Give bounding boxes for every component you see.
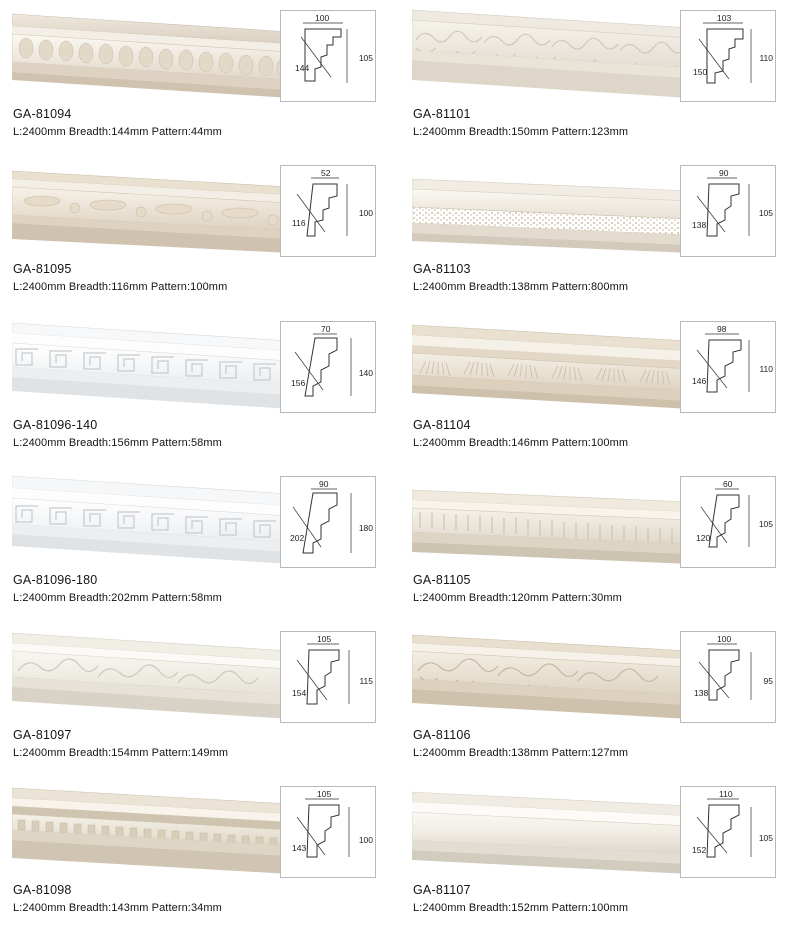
moulding-image (412, 6, 690, 98)
product-code: GA-81105 (413, 572, 471, 587)
product-visual (412, 782, 788, 878)
product-specs: L:2400mm Breadth:150mm Pattern:123mm (413, 126, 629, 138)
product-visual (12, 161, 388, 257)
dim-right: 115 (359, 676, 373, 687)
profile-diagram (280, 631, 376, 723)
product-specs: L:2400mm Breadth:116mm Pattern:100mm (13, 281, 228, 294)
profile-diagram (680, 321, 776, 413)
product-code: GA-81107 (413, 883, 471, 898)
profile-diagram (280, 10, 376, 102)
product-specs: L:2400mm Breadth:154mm Pattern:149mm (13, 747, 229, 760)
dim-top: 105 (317, 634, 332, 645)
moulding-drawing (412, 317, 690, 409)
dim-right: 105 (758, 833, 773, 844)
moulding-drawing (12, 472, 290, 564)
product-card[interactable] (0, 0, 400, 155)
moulding-image (412, 317, 690, 409)
product-code: GA-81097 (13, 728, 72, 743)
dim-right: 105 (758, 208, 773, 219)
moulding-drawing (12, 161, 290, 253)
dim-right: 180 (358, 522, 373, 533)
product-visual (12, 6, 388, 102)
product-card[interactable] (400, 155, 800, 310)
product-specs: L:2400mm Breadth:138mm Pattern:800mm (413, 281, 629, 294)
product-specs: L:2400mm Breadth:202mm Pattern:58mm (13, 591, 222, 604)
dim-right: 100 (358, 835, 373, 846)
profile-diagram (280, 476, 376, 568)
profile-diagram (680, 631, 776, 723)
profile-diagram (680, 10, 776, 102)
product-card[interactable] (400, 776, 800, 931)
moulding-image (12, 317, 290, 409)
dim-right: 140 (358, 367, 373, 378)
product-card[interactable] (400, 0, 800, 155)
product-card[interactable] (400, 311, 800, 466)
dim-top: 103 (717, 13, 732, 23)
product-visual (12, 627, 388, 723)
product-card[interactable] (400, 621, 800, 776)
product-visual (412, 472, 788, 568)
moulding-drawing (12, 317, 290, 409)
product-visual (12, 782, 388, 878)
dim-left: 116 (292, 218, 306, 229)
moulding-image (12, 161, 290, 253)
product-code: GA-81106 (413, 728, 471, 743)
product-code: GA-81095 (13, 262, 72, 277)
dim-top: 60 (723, 478, 733, 489)
dim-left: 144 (295, 63, 310, 73)
product-visual (412, 317, 788, 413)
dim-left: 156 (291, 377, 306, 388)
moulding-drawing (12, 782, 290, 874)
product-visual (12, 472, 388, 568)
product-code: GA-81096-180 (13, 572, 98, 587)
dim-left: 154 (292, 688, 307, 699)
dim-top: 100 (315, 13, 330, 23)
profile-diagram (680, 165, 776, 257)
product-code: GA-81094 (13, 107, 72, 121)
product-specs: L:2400mm Breadth:144mm Pattern:44mm (13, 126, 222, 138)
moulding-image (12, 782, 290, 874)
profile-diagram (680, 476, 776, 568)
product-code: GA-81098 (13, 883, 72, 898)
moulding-image (412, 472, 690, 564)
product-code: GA-81104 (413, 417, 471, 432)
product-code: GA-81103 (413, 262, 471, 277)
dim-top: 52 (321, 168, 331, 179)
product-visual (412, 627, 788, 723)
dim-left: 138 (694, 688, 709, 699)
dim-right: 110 (759, 363, 773, 374)
profile-diagram (280, 165, 376, 257)
dim-left: 146 (692, 375, 707, 386)
moulding-drawing (12, 6, 290, 98)
product-specs: L:2400mm Breadth:146mm Pattern:100mm (413, 436, 629, 449)
moulding-drawing (412, 782, 690, 874)
product-visual (412, 161, 788, 257)
moulding-image (12, 6, 290, 98)
product-specs: L:2400mm Breadth:138mm Pattern:127mm (413, 747, 629, 760)
product-card[interactable] (0, 776, 400, 931)
product-specs: L:2400mm Breadth:152mm Pattern:100mm (413, 902, 629, 915)
product-specs: L:2400mm Breadth:120mm Pattern:30mm (413, 591, 622, 604)
dim-right: 95 (763, 676, 773, 687)
product-card[interactable] (0, 311, 400, 466)
moulding-image (412, 627, 690, 719)
moulding-image (412, 782, 690, 874)
profile-diagram (280, 786, 376, 878)
moulding-image (12, 627, 290, 719)
dim-left: 150 (693, 67, 708, 77)
moulding-drawing (12, 627, 290, 719)
product-visual (412, 6, 788, 102)
moulding-drawing (412, 161, 690, 253)
product-visual (12, 317, 388, 413)
dim-left: 120 (696, 532, 711, 543)
profile-diagram (680, 786, 776, 878)
dim-right: 105 (358, 53, 373, 63)
product-card[interactable] (0, 466, 400, 621)
dim-top: 100 (717, 634, 732, 645)
product-code: GA-81101 (413, 107, 471, 121)
product-code: GA-81096-140 (13, 417, 98, 432)
product-specs: L:2400mm Breadth:156mm Pattern:58mm (13, 436, 222, 449)
dim-right: 105 (758, 518, 773, 529)
dim-top: 98 (717, 323, 727, 334)
product-card[interactable] (400, 466, 800, 621)
dim-top: 90 (319, 478, 329, 489)
dim-top: 105 (317, 789, 332, 800)
moulding-image (12, 472, 290, 564)
dim-right: 100 (358, 208, 373, 219)
product-specs: L:2400mm Breadth:143mm Pattern:34mm (13, 902, 222, 915)
dim-right: 110 (759, 53, 773, 63)
dim-left: 152 (692, 845, 707, 856)
dim-left: 202 (290, 532, 305, 543)
dim-left: 143 (292, 843, 307, 854)
dim-top: 110 (719, 789, 733, 800)
dim-top: 90 (719, 168, 729, 179)
moulding-drawing (412, 6, 690, 98)
product-card[interactable] (0, 155, 400, 310)
dim-left: 138 (692, 220, 707, 231)
dim-top: 70 (321, 323, 331, 334)
moulding-image (412, 161, 690, 253)
product-card[interactable] (0, 621, 400, 776)
moulding-drawing (412, 627, 690, 719)
profile-diagram (280, 321, 376, 413)
moulding-drawing (412, 472, 690, 564)
